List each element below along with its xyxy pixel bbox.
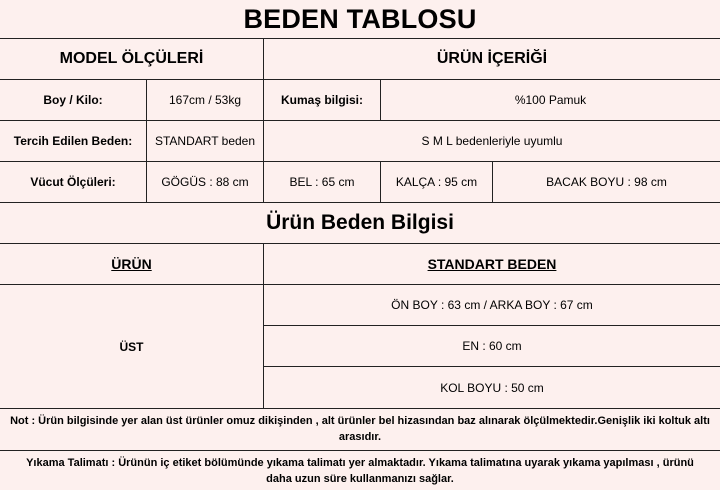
measurement-note — [0, 409, 720, 451]
width-measurement: EN : 60 cm — [264, 326, 720, 367]
product-type: ÜST — [0, 285, 264, 408]
washing-line-1: Yıkama Talimatı : Ürünün iç etiket bölümünde yıkama talimatı yer almaktadır. Yıkama talimatına uyarak yıkama yapılması , ürünü — [26, 457, 694, 469]
measurement-list — [264, 285, 720, 408]
preferred-size-row — [0, 121, 720, 162]
standard-size-column-header: STANDART BEDEN — [427, 256, 557, 272]
product-column-header: ÜRÜN — [0, 244, 264, 284]
size-table-header-row — [0, 244, 720, 285]
size-table-body — [0, 285, 720, 409]
fabric-label: Kumaş bilgisi: — [264, 80, 381, 120]
chest-measurement: GÖGÜS : 88 cm — [147, 162, 264, 202]
waist-measurement: BEL : 65 cm — [264, 162, 381, 202]
leg-length-measurement: BACAK BOYU : 98 cm — [546, 175, 667, 189]
page-title: BEDEN TABLOSU — [0, 0, 720, 39]
fabric-value: %100 Pamuk — [514, 93, 587, 107]
model-measurements-header: MODEL ÖLÇÜLERİ — [0, 39, 264, 79]
section-header-row — [0, 39, 720, 80]
note-line-2: arasıdır. — [338, 431, 382, 443]
body-measurements-row — [0, 162, 720, 203]
length-measurement: ÖN BOY : 63 cm / ARKA BOY : 67 cm — [264, 285, 720, 326]
product-content-header: ÜRÜN İÇERİĞİ — [436, 50, 548, 67]
washing-instructions — [0, 451, 720, 489]
body-measurements-label: Vücut Ölçüleri: — [0, 162, 147, 202]
product-size-subtitle: Ürün Beden Bilgisi — [0, 203, 720, 244]
height-weight-row — [0, 80, 720, 121]
washing-line-2: daha uzun süre kullanmanızı sağlar. — [266, 473, 454, 485]
preferred-size-value: STANDART beden — [147, 121, 264, 161]
preferred-size-label: Tercih Edilen Beden: — [0, 121, 147, 161]
sleeve-length-measurement: KOL BOYU : 50 cm — [440, 380, 544, 395]
size-compatibility: S M L bedenleriyle uyumlu — [421, 134, 563, 148]
hip-measurement: KALÇA : 95 cm — [381, 162, 493, 202]
height-weight-label: Boy / Kilo: — [0, 80, 147, 120]
note-line-1: Not : Ürün bilgisinde yer alan üst ürünler omuz dikişinden , alt ürünler bel hizasından baz alınarak ölçülmektedir.Genişlik iki koltuk altı — [10, 415, 710, 427]
height-weight-value: 167cm / 53kg — [147, 80, 264, 120]
